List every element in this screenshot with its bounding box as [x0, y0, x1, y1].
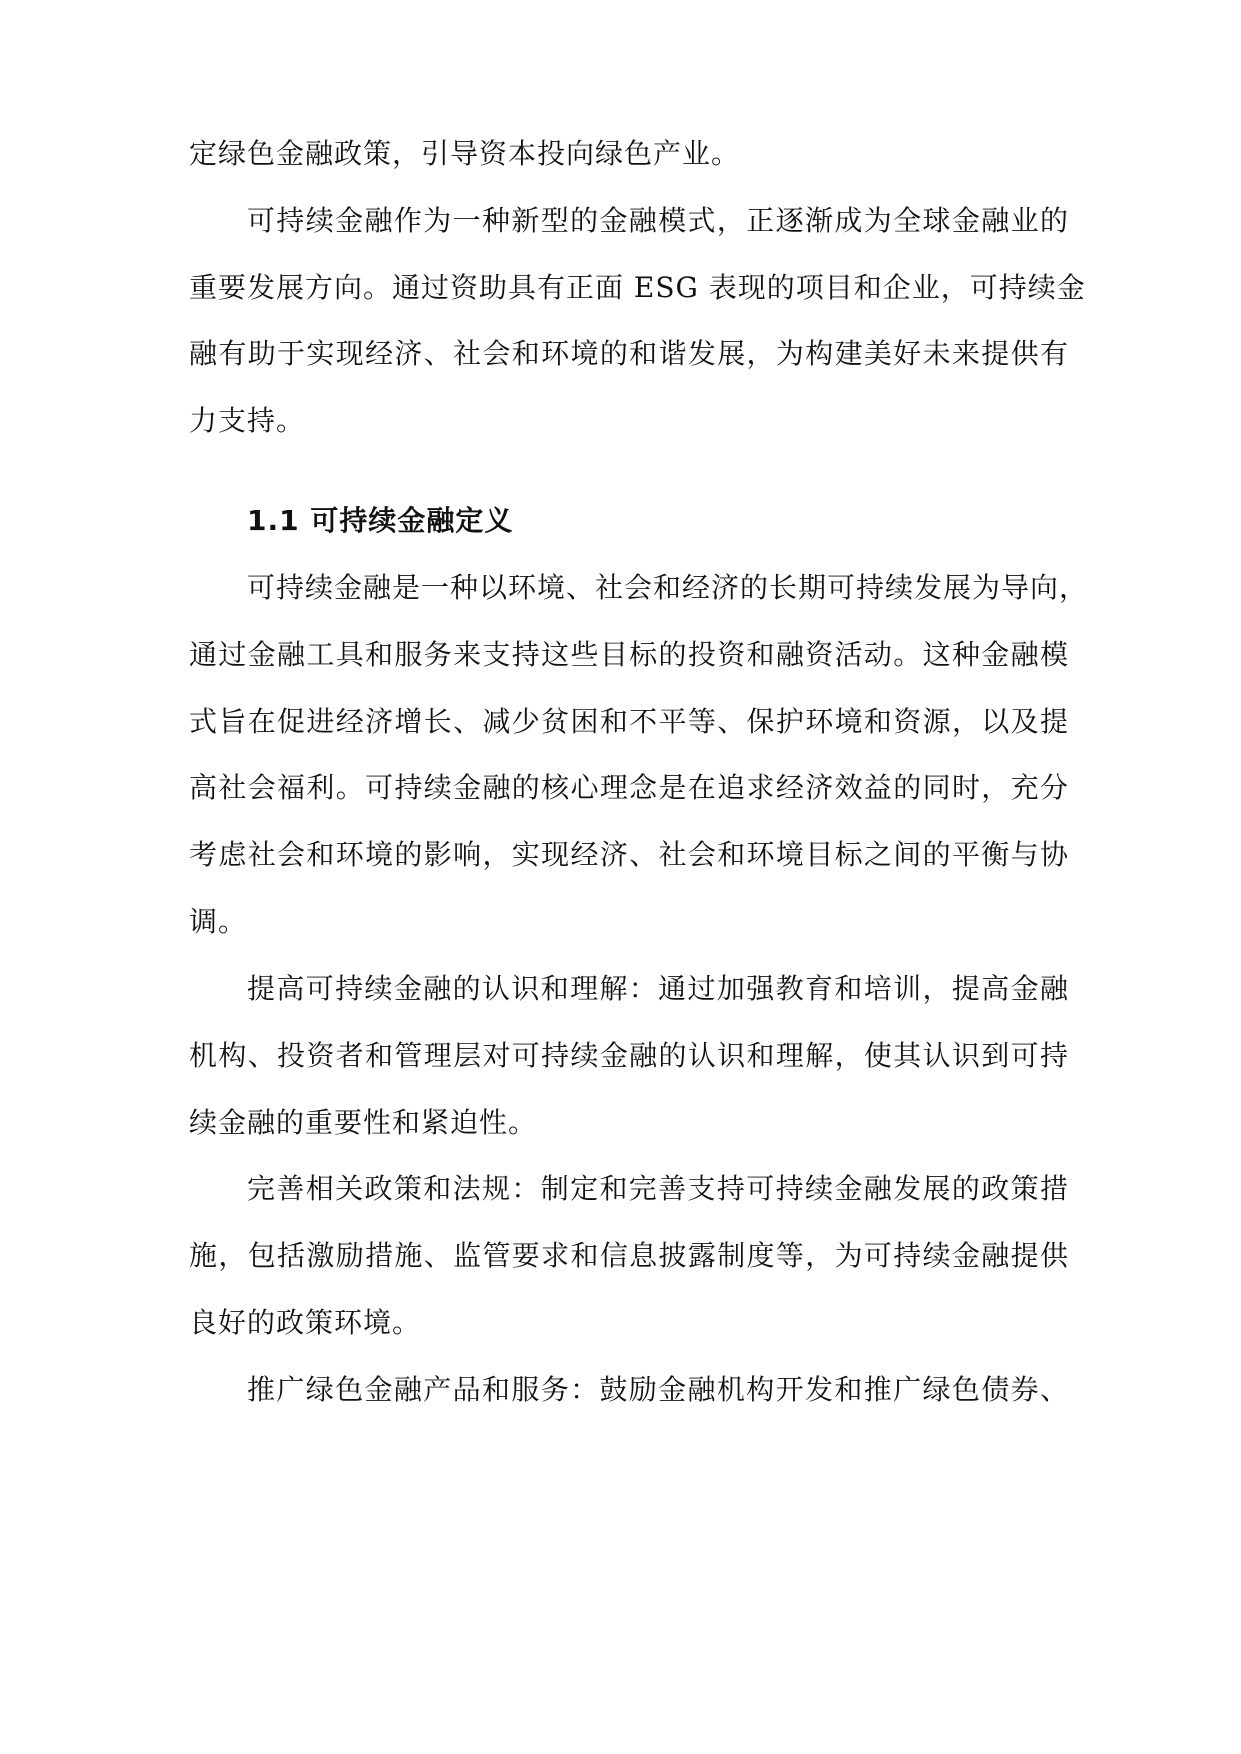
paragraph-line: 考虑社会和环境的影响，实现经济、社会和环境目标之间的平衡与协	[189, 838, 1069, 871]
paragraph-line: 提高可持续金融的认识和理解：通过加强教育和培训，提高金融	[247, 972, 1069, 1005]
paragraph-line: 力支持。	[189, 404, 306, 437]
paragraph-line: 调。	[189, 905, 248, 938]
paragraph-line: 施，包括激励措施、监管要求和信息披露制度等，为可持续金融提供	[189, 1239, 1069, 1272]
paragraph-line: 完善相关政策和法规：制定和完善支持可持续金融发展的政策措	[247, 1172, 1069, 1205]
paragraph-line: 机构、投资者和管理层对可持续金融的认识和理解，使其认识到可持	[189, 1039, 1069, 1072]
paragraph-line: 续金融的重要性和紧迫性。	[189, 1106, 538, 1139]
paragraph-line: 重要发展方向。通过资助具有正面 ESG 表现的项目和企业，可持续金	[189, 271, 1086, 304]
paragraph-line: 融有助于实现经济、社会和环境的和谐发展，为构建美好未来提供有	[189, 337, 1069, 370]
paragraph-line: 推广绿色金融产品和服务：鼓励金融机构开发和推广绿色债券、	[247, 1373, 1069, 1406]
section-heading: 1.1 可持续金融定义	[247, 504, 514, 537]
paragraph-line: 定绿色金融政策，引导资本投向绿色产业。	[189, 137, 741, 170]
paragraph-line: 可持续金融作为一种新型的金融模式，正逐渐成为全球金融业的	[247, 204, 1069, 237]
paragraph-line: 良好的政策环境。	[189, 1306, 422, 1339]
paragraph-line: 通过金融工具和服务来支持这些目标的投资和融资活动。这种金融模	[189, 638, 1069, 671]
paragraph-line: 式旨在促进经济增长、减少贫困和不平等、保护环境和资源，以及提	[189, 705, 1069, 738]
paragraph-line: 可持续金融是一种以环境、社会和经济的长期可持续发展为导向，	[247, 571, 1089, 604]
paragraph-line: 高社会福利。可持续金融的核心理念是在追求经济效益的同时，充分	[189, 771, 1069, 804]
